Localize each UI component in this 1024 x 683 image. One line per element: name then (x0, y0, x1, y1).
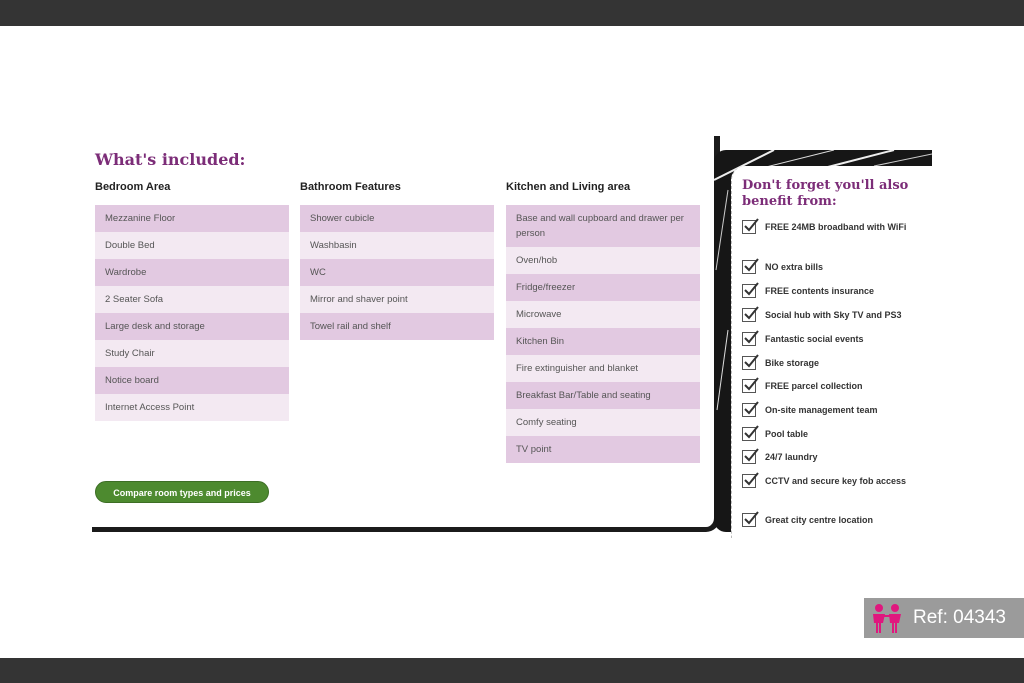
benefit-label: Pool table (765, 429, 809, 439)
benefit-label: On-site management team (765, 405, 878, 415)
bedroom-heading: Bedroom Area (95, 181, 171, 193)
benefit-label: Social hub with Sky TV and PS3 (765, 310, 902, 320)
list-item: Mezzanine Floor (95, 205, 289, 232)
kitchen-heading: Kitchen and Living area (506, 181, 631, 193)
ref-badge (864, 598, 1024, 638)
checkbox-tick-icon (742, 260, 756, 274)
list-item: TV point (506, 436, 700, 463)
bedroom-list (95, 205, 289, 421)
benefit-item (742, 513, 927, 528)
benefit-item (742, 379, 927, 394)
checkbox-tick-icon (742, 474, 756, 488)
benefit-item (742, 308, 927, 323)
benefit-label: CCTV and secure key fob access (765, 476, 907, 486)
checkbox-tick-icon (742, 284, 756, 298)
list-item: Towel rail and shelf (300, 313, 494, 340)
benefit-item (742, 403, 927, 418)
checkbox-tick-icon (742, 427, 756, 441)
list-item: Double Bed (95, 232, 289, 259)
list-item: Mirror and shaver point (300, 286, 494, 313)
checkbox-tick-icon (742, 403, 756, 417)
checkbox-tick-icon (742, 379, 756, 393)
benefit-label: FREE contents insurance (765, 286, 875, 296)
bottom-frame-bar (0, 658, 1024, 683)
list-item: Washbasin (300, 232, 494, 259)
benefit-item (742, 427, 927, 442)
list-item: Breakfast Bar/Table and seating (506, 382, 700, 409)
list-item: 2 Seater Sofa (95, 286, 289, 313)
benefit-item (742, 332, 927, 347)
benefit-label: Fantastic social events (765, 334, 864, 344)
list-item: Comfy seating (506, 409, 700, 436)
checkbox-tick-icon (742, 513, 756, 527)
list-item: Shower cubicle (300, 205, 494, 232)
list-item: Base and wall cupboard and drawer per person (506, 205, 700, 247)
list-item: Internet Access Point (95, 394, 289, 421)
list-item: WC (300, 259, 494, 286)
benefit-item (742, 284, 927, 299)
bathroom-heading: Bathroom Features (300, 181, 401, 193)
checkbox-tick-icon (742, 450, 756, 464)
benefit-label: Bike storage (765, 358, 820, 368)
benefit-item (742, 450, 927, 465)
list-item: Large desk and storage (95, 313, 289, 340)
list-item: Fridge/freezer (506, 274, 700, 301)
benefit-item (742, 356, 927, 371)
benefit-item (742, 220, 927, 235)
people-icon (870, 602, 904, 634)
list-item: Notice board (95, 367, 289, 394)
bathroom-list (300, 205, 494, 340)
benefit-item (742, 260, 927, 275)
benefit-label: NO extra bills (765, 262, 824, 272)
benefit-label: Great city centre location (765, 515, 874, 525)
list-item: Study Chair (95, 340, 289, 367)
list-item: Fire extinguisher and blanket (506, 355, 700, 382)
list-item: Microwave (506, 301, 700, 328)
checkbox-tick-icon (742, 308, 756, 322)
checkbox-tick-icon (742, 332, 756, 346)
included-title: What's included: (95, 150, 246, 169)
kitchen-list (506, 205, 700, 463)
benefits-title: Don't forget you'll also benefit from: (742, 178, 909, 209)
checkbox-tick-icon (742, 356, 756, 370)
top-frame-bar (0, 0, 1024, 26)
benefit-item (742, 474, 927, 489)
benefit-label: 24/7 laundry (765, 452, 818, 462)
list-item: Oven/hob (506, 247, 700, 274)
compare-rooms-button[interactable]: Compare room types and prices (95, 481, 269, 503)
benefit-label: FREE parcel collection (765, 381, 863, 391)
benefit-label: FREE 24MB broadband with WiFi (765, 222, 907, 232)
list-item: Wardrobe (95, 259, 289, 286)
checkbox-tick-icon (742, 220, 756, 234)
list-item: Kitchen Bin (506, 328, 700, 355)
ref-number: Ref: 04343 (913, 607, 1006, 628)
